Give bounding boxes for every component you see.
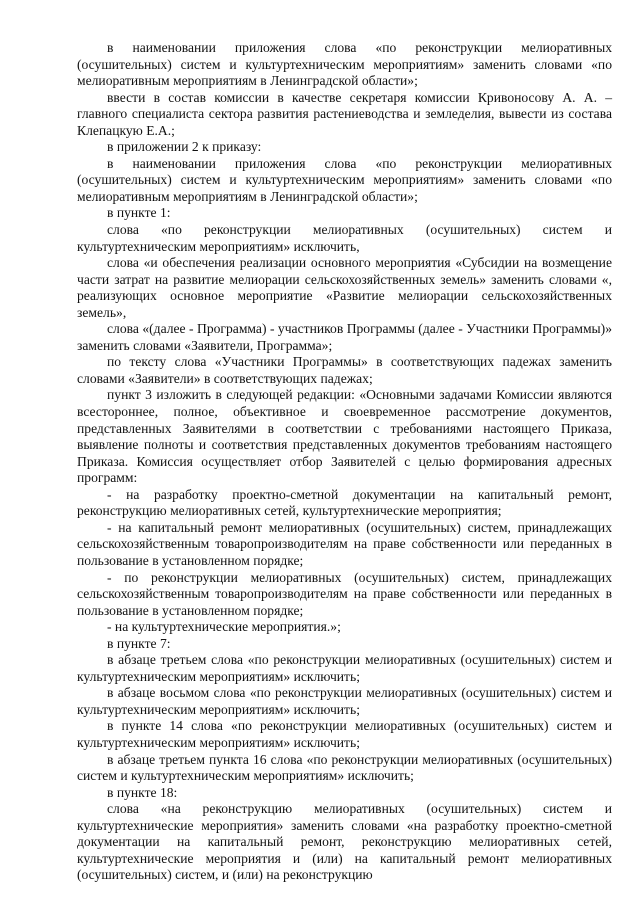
list-item-2: - на капитальный ремонт мелиоративных (осушительных) систем, принадлежащих сельскохозяйственным товаропроизводителям на праве собственности или переданных в пользование в установленном порядке;	[77, 519, 612, 568]
paragraph-2: ввести в состав комиссии в качестве секретаря комиссии Кривоносову А. А. – главного специалиста сектора развития растениеводства и земледелия, вывести из состава Клепацкую Е.А.;	[77, 89, 612, 138]
paragraph-11: в пункте 7:	[107, 635, 171, 651]
paragraph-8: слова «(далее - Программа) - участников Программы (далее - Участники Программы)» заменить словами «Заявители, Программа»;	[77, 321, 612, 353]
document-page	[77, 40, 612, 884]
paragraph-6: слова «по реконструкции мелиоративных (осушительных) систем и культуртехническим мероприятиям» исключить,	[77, 222, 612, 254]
paragraph-1: в наименовании приложения слова «по реконструкции мелиоративных (осушительных) систем и культуртехническим мероприятиям» заменить словами «по мелиоративным мероприятиям в Ленинградской области»;	[77, 40, 612, 89]
paragraph-15: в абзаце третьем пункта 16 слова «по реконструкции мелиоративных (осушительных) систем и культуртехническим мероприятиям» исключить;	[77, 751, 612, 784]
paragraph-14: в пункте 14 слова «по реконструкции мелиоративных (осушительных) систем и культуртехническим мероприятиям» исключить;	[77, 718, 612, 750]
paragraph-10: пункт 3 изложить в следующей редакции: «Основными задачами Комиссии являются всестороннее, полное, объективное и своевременное рассмотрение документов, представленных Заявителями в соответствии с требованиями настоящего Приказа, выявление полноты и соответствия представленных документов требованиям настоящего Приказа. Комиссия осуществляет отбор Заявителей с целью формирования адресных программ:	[77, 387, 612, 486]
paragraph-12: в абзаце третьем слова «по реконструкции мелиоративных (осушительных) систем и культуртехническим мероприятиям» исключить;	[77, 652, 612, 684]
paragraph-3: в приложении 2 к приказу:	[107, 139, 262, 155]
paragraph-13: в абзаце восьмом слова «по реконструкции мелиоративных (осушительных) систем и культуртехническим мероприятиям» исключить;	[77, 685, 612, 717]
paragraph-9: по тексту слова «Участники Программы» в соответствующих падежах заменить словами «Заявители» в соответствующих падежах;	[77, 354, 612, 386]
paragraph-7: слова «и обеспечения реализации основного мероприятия «Субсидии на возмещение части затрат на развитие мелиорации сельскохозяйственных земель» заменить словами «, реализующих основное мероприятие «Развитие мелиорации сельскохозяйственных земель»,	[77, 255, 612, 320]
paragraph-17: слова «на реконструкцию мелиоративных (осушительных) систем и культуртехнические мероприятия» заменить словами «на разработку проектно-сметной документации на капитальный ремонт, реконструкцию мелиоративных сетей, культуртехнические мероприятия и (или) на капитальный ремонт мелиоративных (осушительных) систем, и (или) на реконструкцию	[77, 801, 612, 883]
list-item-3: - по реконструкции мелиоративных (осушительных) систем, принадлежащих сельскохозяйственным товаропроизводителям на праве собственности или переданных в пользование в установленном порядке;	[77, 569, 612, 618]
list-item-1: - на разработку проектно-сметной документации на капитальный ремонт, реконструкцию мелиоративных сетей, культуртехнические мероприятия;	[77, 486, 612, 519]
paragraph-5: в пункте 1:	[107, 205, 171, 221]
paragraph-4: в наименовании приложения слова «по реконструкции мелиоративных (осушительных) систем и культуртехническим мероприятиям» заменить словами «по мелиоративным мероприятиям в Ленинградской области»;	[77, 155, 612, 204]
list-item-4: - на культуртехнические мероприятия.»;	[107, 619, 341, 635]
paragraph-16: в пункте 18:	[107, 784, 178, 800]
